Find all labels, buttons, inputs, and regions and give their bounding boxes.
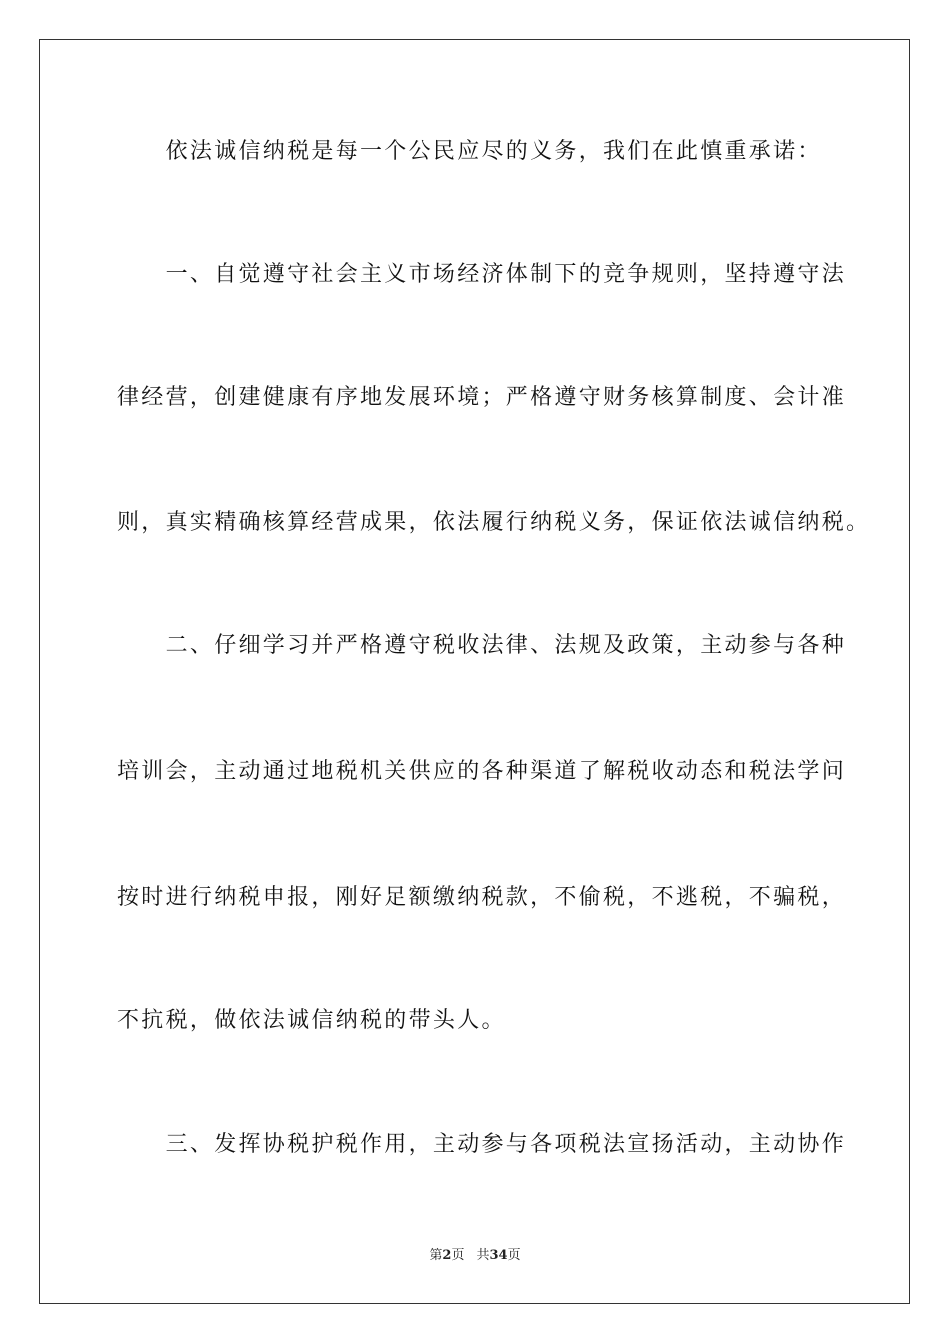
page-number: 2 bbox=[442, 1248, 452, 1263]
total-prefix: 共 bbox=[476, 1248, 490, 1263]
page-footer bbox=[0, 1247, 950, 1265]
paragraph-line: 不抗税，做依法诚信纳税的带头人。 bbox=[117, 1008, 506, 1033]
paragraph-line: 依法诚信纳税是每一个公民应尽的义务，我们在此慎重承诺： bbox=[117, 139, 822, 164]
paragraph-line: 二、仔细学习并严格遵守税收法律、法规及政策，主动参与各种 bbox=[117, 633, 847, 658]
page-suffix: 页 bbox=[451, 1248, 465, 1263]
total-suffix: 页 bbox=[507, 1248, 521, 1263]
page-border bbox=[39, 39, 910, 1304]
paragraph-line: 律经营，创建健康有序地发展环境；严格遵守财务核算制度、会计准 bbox=[117, 385, 847, 410]
paragraph-line: 培训会，主动通过地税机关供应的各种渠道了解税收动态和税法学问 bbox=[117, 759, 847, 784]
total-pages: 34 bbox=[489, 1248, 508, 1263]
paragraph-line: 按时进行纳税申报，刚好足额缴纳税款，不偷税，不逃税，不骗税， bbox=[117, 885, 847, 910]
paragraph-line: 三、发挥协税护税作用，主动参与各项税法宣扬活动，主动协作 bbox=[117, 1132, 847, 1157]
paragraph-line: 则，真实精确核算经营成果，依法履行纳税义务，保证依法诚信纳税。 bbox=[117, 510, 871, 535]
page-prefix: 第 bbox=[429, 1248, 443, 1263]
paragraph-line: 一、自觉遵守社会主义市场经济体制下的竞争规则，坚持遵守法 bbox=[117, 262, 847, 287]
